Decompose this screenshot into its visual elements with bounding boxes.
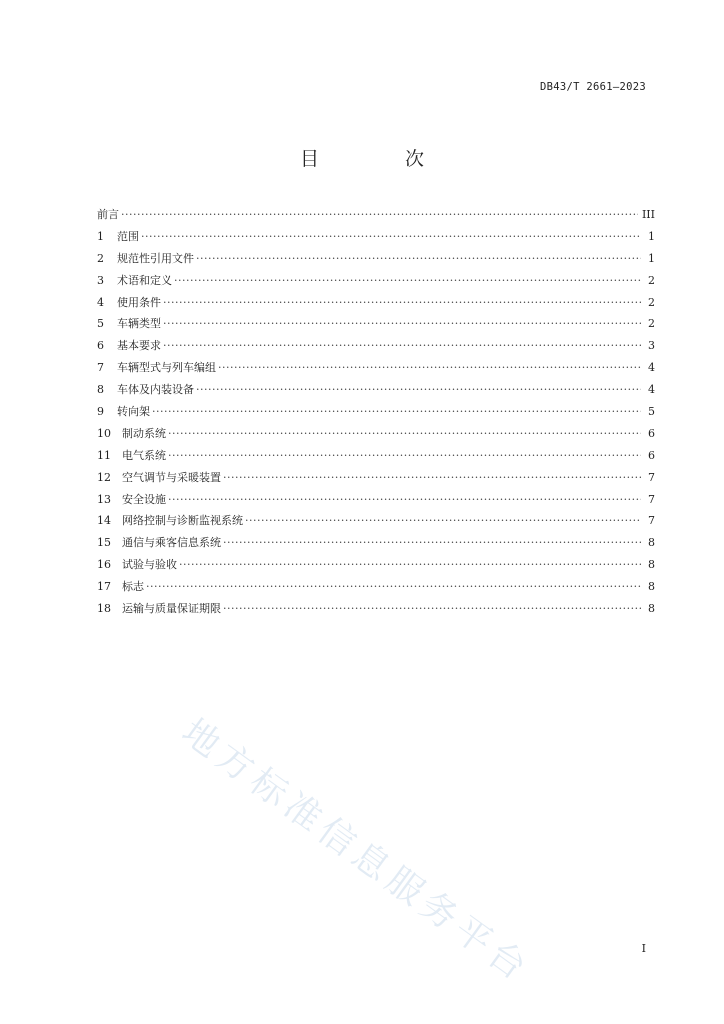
toc-leader-dots [174, 270, 641, 292]
toc-entry-9[interactable] [97, 401, 655, 423]
toc-entry-page: 8 [648, 536, 655, 550]
toc-entry-page: 1 [648, 251, 655, 265]
toc-entry-page: 8 [648, 580, 655, 594]
toc-entry-number: 3 [97, 273, 104, 287]
toc-entry-number: 10 [97, 426, 111, 440]
toc-entry-page: 6 [648, 448, 655, 462]
toc-entry-page: 1 [648, 229, 655, 243]
toc-leader-dots [245, 510, 641, 532]
toc-entry-number: 8 [97, 383, 104, 397]
toc-leader-dots [223, 532, 641, 554]
toc-entry-number: 11 [97, 448, 111, 462]
toc-entry-page: 5 [648, 405, 655, 419]
toc-entry-number: 7 [97, 361, 104, 375]
toc-entry-label: 规范性引用文件 [117, 251, 194, 265]
toc-leader-dots [218, 357, 641, 379]
toc-entry-label: 电气系统 [122, 448, 166, 462]
toc-entry-number: 15 [97, 536, 111, 550]
toc-entry-label: 使用条件 [117, 295, 161, 309]
toc-entry-5[interactable] [97, 313, 655, 335]
toc-leader-dots [196, 379, 641, 401]
toc-leader-dots [121, 204, 638, 226]
toc-entry-foreword[interactable] [97, 204, 655, 226]
toc-entry-page: 3 [648, 339, 655, 353]
toc-entry-label: 车辆型式与列车编组 [117, 361, 216, 375]
toc-entry-label: 制动系统 [122, 426, 166, 440]
toc-entry-label: 标志 [122, 580, 144, 594]
toc-entry-page: 7 [648, 470, 655, 484]
toc-entry-number: 13 [97, 492, 111, 506]
toc-entry-page: 8 [648, 558, 655, 572]
toc-entry-label: 范围 [117, 229, 139, 243]
toc-entry-18[interactable] [97, 598, 655, 620]
toc-entry-number: 16 [97, 558, 111, 572]
toc-entry-number: 2 [97, 251, 104, 265]
toc-entry-page: 2 [648, 295, 655, 309]
toc-entry-label: 网络控制与诊断监视系统 [122, 514, 243, 528]
toc-entry-2[interactable] [97, 248, 655, 270]
table-of-contents [97, 204, 655, 620]
toc-leader-dots [163, 335, 641, 357]
toc-entry-label: 前言 [97, 208, 119, 221]
toc-entry-label: 术语和定义 [117, 273, 172, 287]
toc-entry-number: 14 [97, 514, 111, 528]
toc-entry-label: 基本要求 [117, 339, 161, 353]
toc-entry-page: 2 [648, 317, 655, 331]
toc-entry-page: 2 [648, 273, 655, 287]
toc-entry-page: 6 [648, 426, 655, 440]
toc-leader-dots [146, 576, 641, 598]
toc-leader-dots [196, 248, 641, 270]
toc-entry-label: 车辆类型 [117, 317, 161, 331]
toc-entry-label: 空气调节与采暖装置 [122, 470, 221, 484]
toc-entry-number: 5 [97, 317, 104, 331]
toc-leader-dots [163, 292, 641, 314]
toc-entry-label: 试验与验收 [122, 558, 177, 572]
toc-leader-dots [223, 598, 641, 620]
toc-entry-1[interactable] [97, 226, 655, 248]
toc-entry-page: 4 [648, 361, 655, 375]
toc-entry-number: 1 [97, 229, 104, 243]
toc-entry-14[interactable] [97, 510, 655, 532]
toc-entry-4[interactable] [97, 292, 655, 314]
toc-entry-7[interactable] [97, 357, 655, 379]
toc-entry-3[interactable] [97, 270, 655, 292]
toc-entry-page: III [641, 208, 655, 221]
toc-entry-page: 7 [648, 514, 655, 528]
toc-entry-label: 安全设施 [122, 492, 166, 506]
toc-entry-label: 转向架 [117, 405, 150, 419]
toc-leader-dots [168, 423, 641, 445]
toc-entry-16[interactable] [97, 554, 655, 576]
toc-leader-dots [141, 226, 641, 248]
page-number: I [641, 942, 646, 955]
toc-leader-dots [223, 467, 641, 489]
toc-entry-10[interactable] [97, 423, 655, 445]
toc-entry-13[interactable] [97, 489, 655, 511]
toc-entry-label: 车体及内装设备 [117, 383, 194, 397]
toc-entry-page: 4 [648, 383, 655, 397]
toc-entry-6[interactable] [97, 335, 655, 357]
toc-entry-17[interactable] [97, 576, 655, 598]
toc-entry-8[interactable] [97, 379, 655, 401]
toc-entry-page: 8 [648, 602, 655, 616]
toc-entry-12[interactable] [97, 467, 655, 489]
toc-leader-dots [179, 554, 641, 576]
toc-leader-dots [152, 401, 641, 423]
toc-entry-11[interactable] [97, 445, 655, 467]
toc-entry-number: 12 [97, 470, 111, 484]
document-code: DB43/T 2661—2023 [540, 81, 646, 93]
toc-entry-number: 9 [97, 405, 104, 419]
toc-entry-number: 17 [97, 580, 111, 594]
toc-entry-label: 运输与质量保证期限 [122, 602, 221, 616]
toc-entry-number: 18 [97, 602, 111, 616]
page-title: 目 次 [299, 148, 465, 170]
toc-leader-dots [168, 445, 641, 467]
toc-entry-15[interactable] [97, 532, 655, 554]
toc-entry-number: 4 [97, 295, 104, 309]
toc-entry-page: 7 [648, 492, 655, 506]
toc-entry-label: 通信与乘客信息系统 [122, 536, 221, 550]
toc-leader-dots [163, 313, 641, 335]
watermark: 地方标准信息服务平台 [174, 711, 539, 992]
toc-leader-dots [168, 489, 641, 511]
toc-entry-number: 6 [97, 339, 104, 353]
